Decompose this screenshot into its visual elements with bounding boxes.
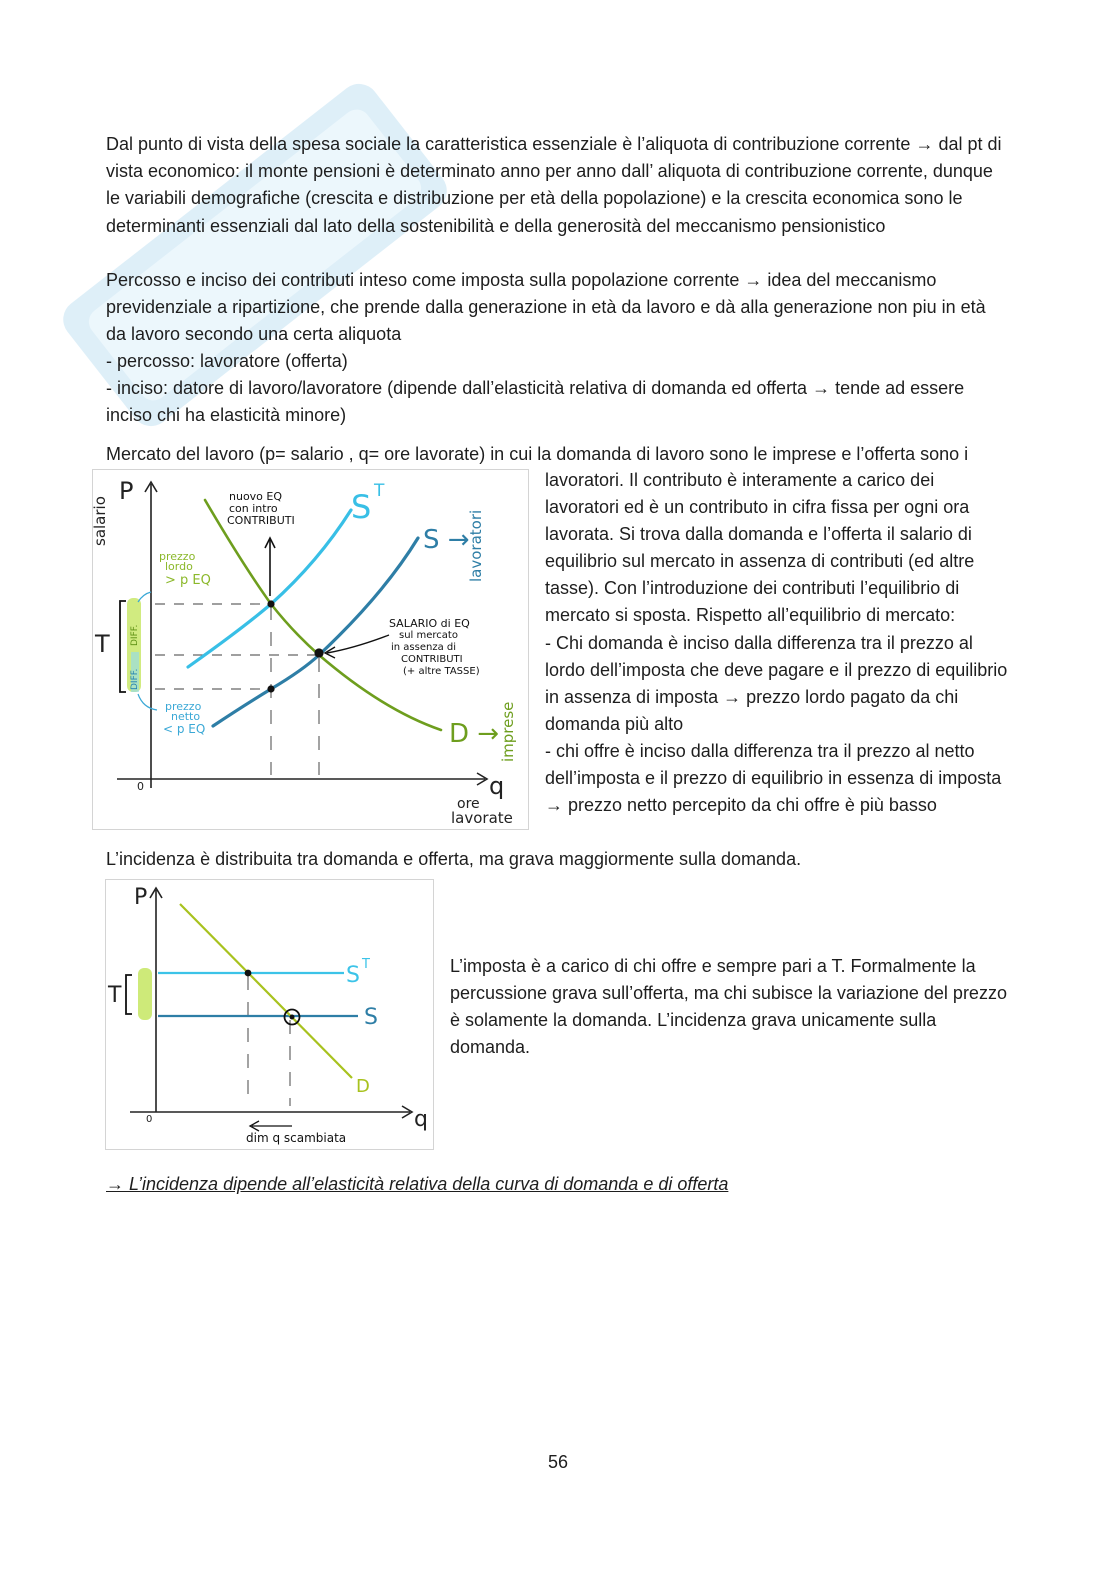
demand-label: D [356,1076,370,1097]
x-axis-label-lavorate: lavorate [451,809,513,827]
y-axis-label: salario [91,496,109,546]
gross-price-line-1: prezzo [159,550,196,563]
paragraph-labor-market-intro: Mercato del lavoro (p= salario , q= ore lavorate) in cui la domanda di lavoro sono le imprese e l’offerta sono i [106,444,969,464]
tax-label: T [108,983,122,1008]
demand-side-label: imprese [499,701,517,762]
tax-bracket [120,601,126,692]
supply-label: S → [423,525,470,555]
p-axis-label: P [134,885,148,910]
figure-labor-market [92,469,529,830]
gross-arrow [138,592,151,602]
x-axis-label-ore: ore [457,796,480,812]
eq-label-line-3: in assenza di [391,642,457,653]
page-number: 56 [547,1452,569,1472]
quantity-note: dim q scambiata [246,1131,347,1145]
bullet-percosso: - percosso: lavoratore (offerta) [106,351,348,371]
supply-tax-sup: T [374,481,385,501]
eq-label-line-2: sul mercato [399,630,458,641]
net-price-line-3: < p EQ [163,722,206,736]
supply-tax-label: S [351,488,372,526]
eq-label-line-5: (+ altre TASSE) [403,666,480,677]
market-equilibrium-point [290,1015,295,1020]
new-eq-line-2: con intro [229,502,278,515]
new-eq-line-3: CONTRIBUTI [227,514,295,527]
figure-perfectly-elastic-supply [105,879,434,1150]
conclusion-elasticity: → L’incidenza dipende all’elasticità relativa della curva di domanda e di offerta [106,1174,729,1194]
origin-label: 0 [137,780,144,793]
diff-upper-label: DIFF. [130,624,140,646]
net-price-point [267,685,274,692]
demand-curve [205,500,441,730]
diff-lower-label: DIFF. [130,668,140,690]
supply-curve [213,538,418,726]
gross-price-line-3: > p EQ [165,573,211,588]
tax-highlight [138,968,152,1020]
new-eq-line-1: nuovo EQ [229,490,283,503]
new-equilibrium-point [267,600,274,607]
q-axis-label: q [489,772,505,800]
paragraph-pension-spending: Dal punto di vista della spesa sociale la caratteristica essenziale è l’aliquota di contribuzione corrente → dal pt di vista economico: il monte pensioni è determinato anno per anno dall’ aliquota di contribuzione corrente, dunque le variabili demografiche (crescita e distribuzione per età della popolazione) e la crescita economica sono le determinanti essenziali dal lato della sostenibilità e della generosità del meccanismo pensionistico [106,134,1002,236]
new-equilibrium-point [245,970,252,977]
tax-bracket [126,975,132,1014]
elastic-supply-chart [106,880,433,1149]
paragraph-incidence-distribution: L’incidenza è distribuita tra domanda e offerta, ma grava maggiormente sulla domanda. [106,849,802,869]
paragraph-pay-as-you-go: Percosso e inciso dei contributi inteso come imposta sulla popolazione corrente → idea del meccanismo previdenziale a ripartizione, che prende dalla generazione in età da lavoro e dà alla generazione non piu in età da lavoro secondo una certa aliquota [106,270,986,345]
net-price-line-1: prezzo [165,700,202,713]
labor-market-chart [93,470,528,829]
p-axis-label: P [119,477,134,505]
supply-tax-label: S [346,963,360,988]
market-equilibrium-point [314,648,323,657]
supply-tax-sup: T [362,957,370,972]
bullet-supply-incidence: - chi offre è inciso dalla differenza tra il prezzo al netto dell’imposta e il prezzo di equilibrio in essenza di imposta → prezzo netto percepito da chi offre è più basso [545,741,1002,816]
net-price-line-2: netto [171,710,201,723]
supply-side-label: lavoratori [467,509,485,582]
q-axis-label: q [414,1107,428,1132]
net-arrow [138,694,157,710]
eq-label-line-1: SALARIO di EQ [389,617,470,630]
origin-label: 0 [146,1114,153,1125]
demand-label: D → [449,719,500,749]
gross-price-line-2: lordo [165,560,193,573]
demand-line [180,904,352,1078]
tax-label: T [95,630,110,658]
paragraph-elastic-supply: L’imposta è a carico di chi offre e sempre pari a T. Formalmente la percussione grava sull’offerta, ma chi subisce la variazione del prezzo è solamente la domanda. L’incidenza grava unicamente sulla domanda. [450,956,1007,1058]
bullet-inciso: - inciso: datore di lavoro/lavoratore (dipende dall’elasticità relativa di domanda ed offerta → tende ad essere inciso chi ha elasticità minore) [106,378,965,426]
paragraph-labor-market-side: lavoratori. Il contributo è interamente a carico dei lavoratori ed è un contributo in cifra fissa per ogni ora lavorata. Si trova dalla domanda e l’offerta il salario di equilibrio sul mercato in assenza di contributi (ed altre tasse). Con l’introduzione dei contributi l’equilibrio di mercato si sposta. Rispetto all’equilibrio di mercato: [545,470,975,626]
bullet-demand-incidence: - Chi domanda è inciso dalla differenza tra il prezzo al lordo dell’imposta che deve pagare e il prezzo di equilibrio in assenza di imposta → prezzo lordo pagato da chi domanda più alto [545,633,1008,735]
supply-label: S [364,1005,378,1030]
eq-label-line-4: CONTRIBUTI [401,654,463,665]
